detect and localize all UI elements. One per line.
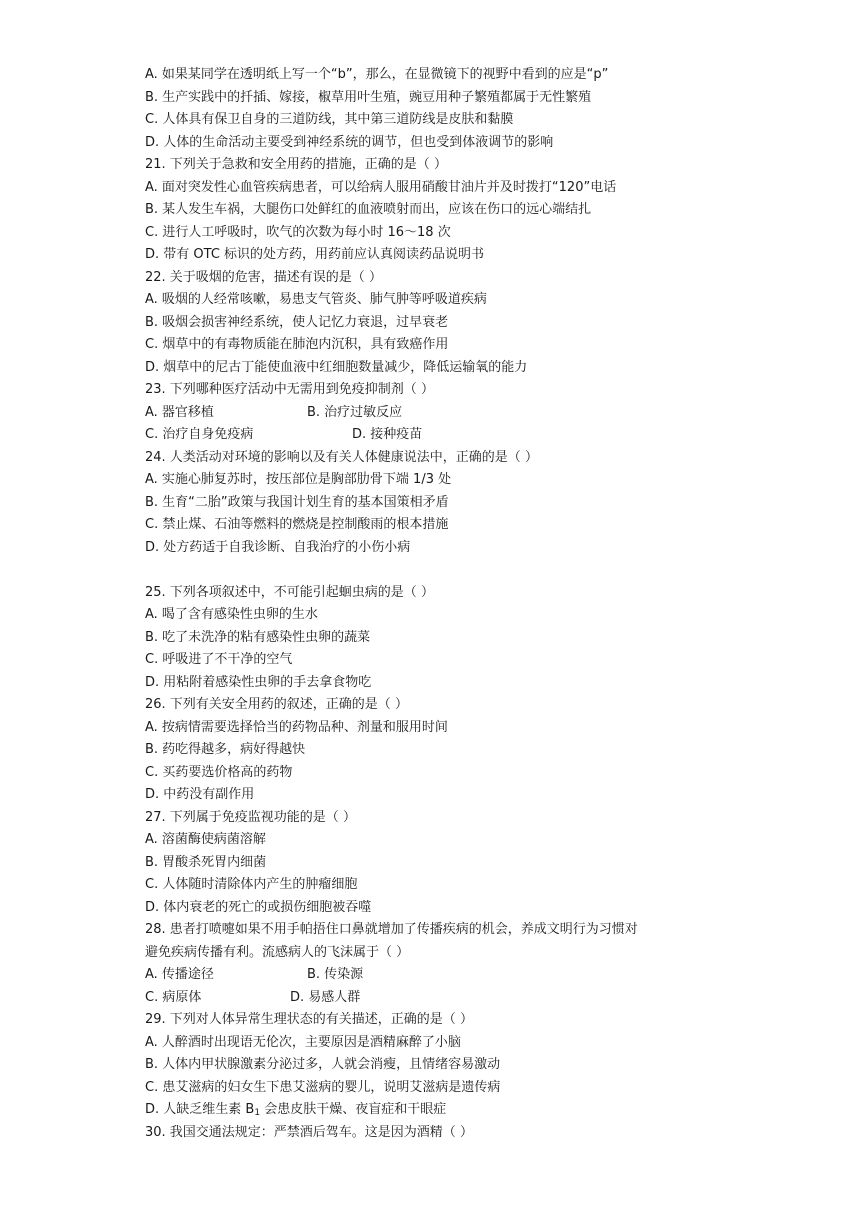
question-24: 24. 人类活动对环境的影响以及有关人体健康说法中，正确的是（ ） [145,449,538,465]
q25-option-c: C. 呼吸进了不干净的空气 [145,652,293,667]
question-22: 22. 关于吸烟的危害，描述有误的是（ ） [145,269,382,285]
question-30: 30. 我国交通法规定：严禁酒后驾车。这是因为酒精（ ） [145,1124,473,1140]
q22-option-c: C. 烟草中的有毒物质能在肺泡内沉积，具有致癌作用 [145,337,449,352]
q22-option-a: A. 吸烟的人经常咳嗽，易患支气管炎、肺气肿等呼吸道疾病 [145,292,487,307]
question-23: 23. 下列哪种医疗活动中无需用到免疫抑制剂（ ） [145,382,434,397]
q26-option-c: C. 买药要选价格高的药物 [145,764,293,780]
q28-row-cd [145,987,845,1010]
q21-option-a: A. 面对突发性心血管疾病患者，可以给病人服用硝酸甘油片并及时拨打“120”电话 [145,179,617,195]
q22-option-d: D. 烟草中的尼古丁能使血液中红细胞数量减少，降低运输氧的能力 [145,359,528,375]
exam-page [145,64,845,1144]
q29-option-d-post: 会患皮肤干燥、夜盲症和干眼症 [260,1102,447,1117]
q23-row-cd [145,424,845,447]
option-b: B. 生产实践中的扦插、嫁接，椒草用叶生殖，豌豆用种子繁殖都属于无性繁殖 [145,89,592,105]
q28-option-b: B. 传染源 [307,967,364,982]
q23-option-d: D. 接种疫苗 [352,427,423,442]
q28-row-ab [145,964,845,987]
q24-option-c: C. 禁止煤、石油等燃料的燃烧是控制酸雨的根本措施 [145,517,449,532]
question-26: 26. 下列有关安全用药的叙述，正确的是（ ） [145,697,408,712]
q26-option-a: A. 按病情需要选择恰当的药物品种、剂量和服用时间 [145,719,448,735]
q25-option-a: A. 喝了含有感染性虫卵的生水 [145,607,318,622]
question-28-line-2: 避免疾病传播有利。流感病人的飞沫属于（ ） [145,944,410,960]
q27-option-c: C. 人体随时清除体内产生的肿瘤细胞 [145,877,358,892]
q29-option-d-subscript: 1 [254,1108,261,1118]
q26-option-d: D. 中药没有副作用 [145,787,255,802]
q21-option-b: B. 某人发生车祸，大腿伤口处鲜红的血液喷射而出，应该在伤口的远心端结扎 [145,202,592,217]
question-29: 29. 下列对人体异常生理状态的有关描述，正确的是（ ） [145,1012,473,1027]
q24-option-b: B. 生育“二胎”政策与我国计划生育的基本国策相矛盾 [145,494,449,510]
q23-option-b: B. 治疗过敏反应 [307,404,403,420]
q29-option-d-pre: D. 人缺乏维生素 B [145,1102,255,1117]
question-28-line-1: 28. 患者打喷嚏如果不用手帕捂住口鼻就增加了传播疾病的机会，养成文明行为习惯对 [145,922,638,937]
q22-option-b: B. 吸烟会损害神经系统，使人记忆力衰退，过早衰老 [145,314,449,330]
q28-option-a: A. 传播途径 [145,967,214,982]
q21-option-c: C. 进行人工呼吸时，吹气的次数为每小时 16～18 次 [145,224,451,240]
q23-option-c: C. 治疗自身免疫病 [145,427,254,442]
q27-option-b: B. 胃酸杀死胃内细菌 [145,854,267,870]
q27-option-a: A. 溶菌酶使病菌溶解 [145,832,266,847]
q21-option-d: D. 带有 OTC 标识的处方药，用药前应认真阅读药品说明书 [145,247,485,262]
question-25: 25. 下列各项叙述中，不可能引起蛔虫病的是（ ） [145,584,434,600]
option-a: A. 如果某同学在透明纸上写一个“b”，那么，在显微镜下的视野中看到的应是“p” [145,67,609,82]
option-c: C. 人体具有保卫自身的三道防线，其中第三道防线是皮肤和黏膜 [145,112,514,127]
question-21: 21. 下列关于急救和安全用药的措施，正确的是（ ） [145,157,447,172]
q24-option-a: A. 实施心肺复苏时，按压部位是胸部肋骨下端 1/3 处 [145,472,452,487]
q29-option-c: C. 患艾滋病的妇女生下患艾滋病的婴儿，说明艾滋病是遗传病 [145,1079,501,1095]
q29-option-d [145,1099,845,1122]
q24-option-d: D. 处方药适于自我诊断、自我治疗的小伤小病 [145,539,411,555]
q28-option-d: D. 易感人群 [290,989,361,1005]
q28-option-c: C. 病原体 [145,989,202,1005]
q23-row-ab [145,402,845,425]
q27-option-d: D. 体内衰老的死亡的或损伤细胞被吞噬 [145,899,372,915]
q29-option-a: A. 人醉酒时出现语无伦次，主要原因是酒精麻醉了小脑 [145,1034,461,1050]
q25-option-d: D. 用粘附着感染性虫卵的手去拿食物吃 [145,674,372,690]
question-27: 27. 下列属于免疫监视功能的是（ ） [145,809,356,825]
q23-option-a: A. 器官移植 [145,404,214,420]
q29-option-b: B. 人体内甲状腺激素分泌过多，人就会消瘦，且情绪容易激动 [145,1057,501,1072]
blank-line [145,559,845,582]
q26-option-b: B. 药吃得越多，病好得越快 [145,742,306,757]
q25-option-b: B. 吃了未洗净的粘有感染性虫卵的蔬菜 [145,629,371,645]
option-d: D. 人体的生命活动主要受到神经系统的调节，但也受到体液调节的影响 [145,134,554,150]
